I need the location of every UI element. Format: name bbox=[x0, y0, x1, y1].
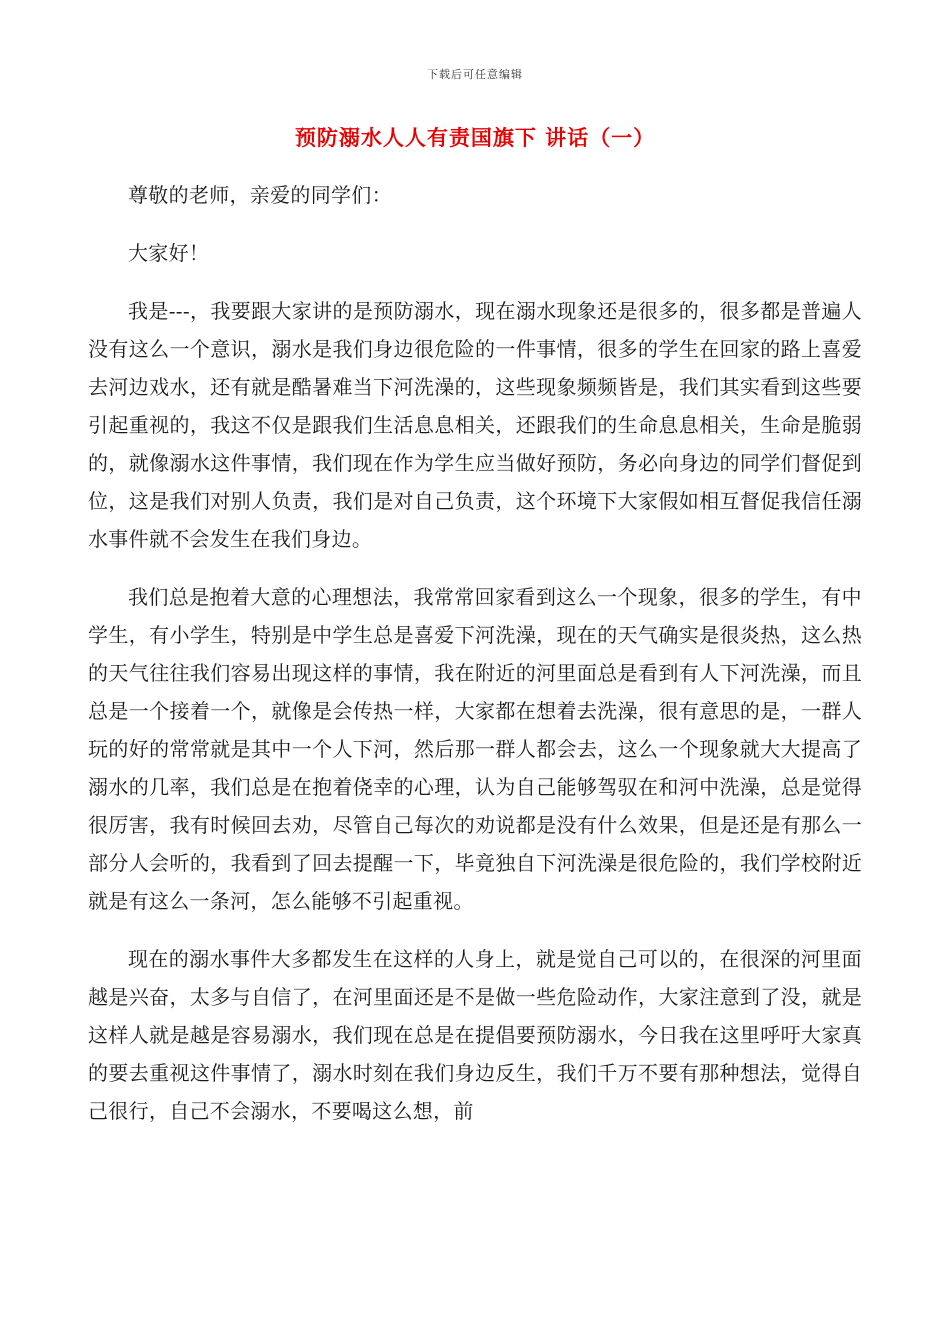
greeting: 大家好！ bbox=[128, 241, 210, 265]
paragraph: 现在的溺水事件大多都发生在这样的人身上，就是觉自己可以的，在很深的河里面越是兴奋，太多与自信了，在河里面还是不是做一些危险动作，大家注意到了没，就是这样人就是越是容易溺水，我们现在总是在提倡要预防溺水，今日我在这里呼吁大家真的要去重视这件事情了，溺水时刻在我们身边反生，我们千万不要有那种想法，觉得自己很行，自己不会溺水，不要喝这么想，前 bbox=[88, 947, 862, 1123]
paragraph: 我们总是抱着大意的心理想法，我常常回家看到这么一个现象，很多的学生，有中学生，有小学生，特别是中学生总是喜爱下河洗澡，现在的天气确实是很炎热，这么热的天气往往我们容易出现这样的事情，我在附近的河里面总是看到有人下河洗澡，而且总是一个接着一个，就像是会传热一样，大家都在想着去洗澡，很有意思的是，一群人玩的好的常常就是其中一个人下河，然后那一群人都会去，这么一个现象就大大提高了溺水的几率，我们总是在抱着侥幸的心理，认为自己能够驾驭在和河中洗澡，总是觉得很厉害，我有时候回去劝，尽管自己每次的劝说都是没有什么效果，但是还是有那么一部分人会听的，我看到了回去提醒一下，毕竟独自下河洗澡是很危险的，我们学校附近就是有这么一条河，怎么能够不引起重视。 bbox=[88, 585, 862, 913]
document-body bbox=[88, 176, 862, 1150]
header-note: 下载后可任意编辑 bbox=[427, 68, 523, 81]
salutation: 尊敬的老师，亲爱的同学们： bbox=[128, 183, 392, 207]
paragraph: 我是---，我要跟大家讲的是预防溺水，现在溺水现象还是很多的，很多都是普遍人没有这么一个意识，溺水是我们身边很危险的一件事情，很多的学生在回家的路上喜爱去河边戏水，还有就是酷暑难当下河洗澡的，这些现象频频皆是，我们其实看到这些要引起重视的，我这不仅是跟我们生活息息相关，还跟我们的生命息息相关，生命是脆弱的，就像溺水这件事情，我们现在作为学生应当做好预防，务必向身边的同学们督促到位，这是我们对别人负责，我们是对自己负责，这个环境下大家假如相互督促我信任溺水事件就不会发生在我们身边。 bbox=[88, 299, 862, 551]
document-title: 预防溺水人人有责国旗下 讲话（一） bbox=[294, 126, 656, 150]
